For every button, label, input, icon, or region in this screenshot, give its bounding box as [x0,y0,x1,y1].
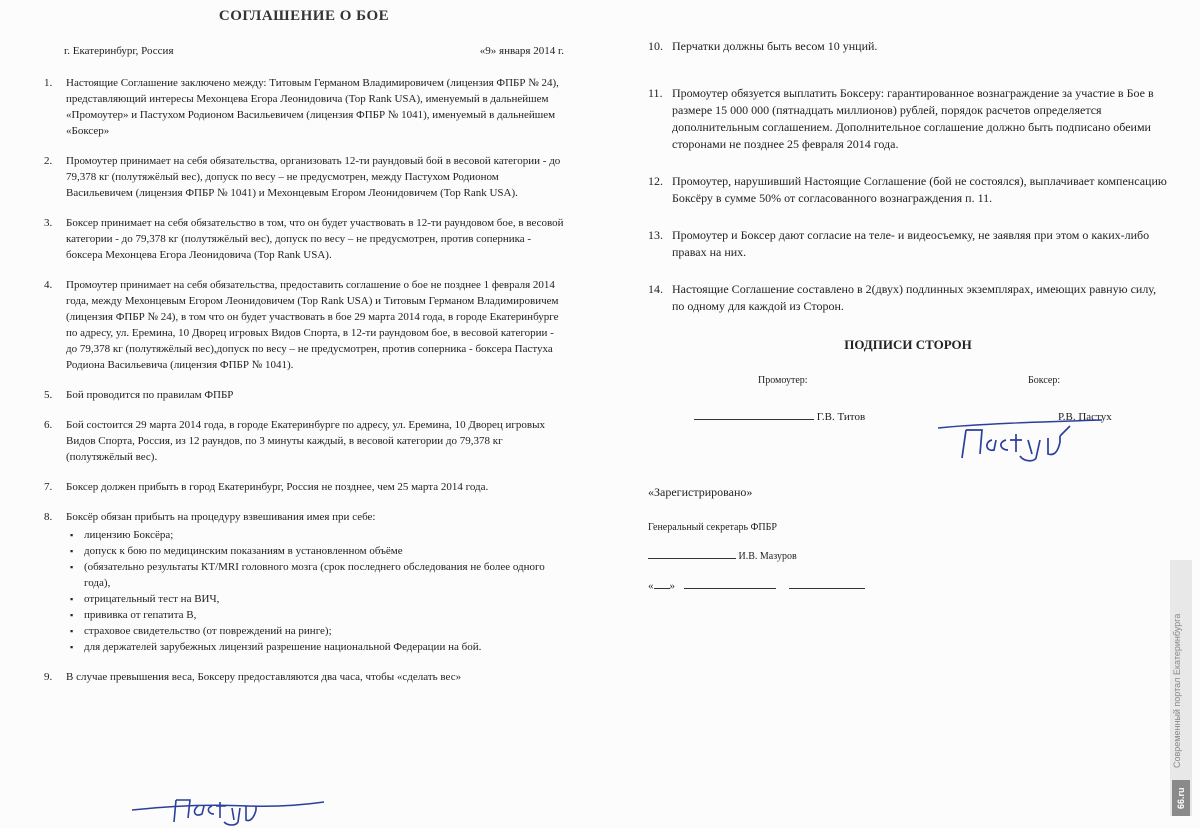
secretary-title: Генеральный секретарь ФПБР [648,522,777,533]
clause: 8. Боксёр обязан прибыть на процедуру взвешивания имея при себе: ▪ лицензию Боксёра; ▪ допуск к бою по медицинским показаниям в установленном объёме ▪ (обязательно результаты КТ/MRI головного мозга (срок последнего обследования не более одного года), ▪ отрицательный тест на ВИЧ, ▪ прививка от гепатита В, ▪ страховое свидетельство (от повреждений на ринге); ▪ для держателей зарубежных лицензий разрешение национальной Федерации на бой. [44,509,564,655]
site-logo: 66.ru [1172,780,1190,816]
secretary-name: И.В. Мазуров [738,551,797,562]
list-item: ▪ для держателей зарубежных лицензий разрешение национальной Федерации на бой. [84,639,564,655]
secretary-signature-line [648,558,736,559]
list-item: ▪ отрицательный тест на ВИЧ, [84,591,564,607]
requirements-list [66,527,564,655]
boxer-name: Р.В. Пастух [1058,411,1112,423]
clause: 13. Промоутер и Боксер дают согласие на теле- и видеосъемку, не заявляя при этом о каких-либо правах на них. [648,228,1150,259]
clause: 9. В случае превышения веса, Боксеру предоставляются два часа, чтобы «сделать вес» [44,671,462,683]
list-item: ▪ допуск к бою по медицинским показаниям в установленном объёме [84,543,564,559]
clause: 14. Настоящие Соглашение составлено в 2(двух) подлинных экземплярах, имеющих равную силу, по одному для каждой из Сторон. [648,282,1157,313]
registration-stamp: «Зарегистрировано» [648,485,753,499]
handwritten-signature-bottom [128,792,328,828]
city: г. Екатеринбург, Россия [64,45,174,57]
promoter-label: Промоутер: [758,375,808,386]
watermark-text: Современный портал Екатеринбурга [1172,613,1182,768]
doc-date: «9» января 2014 г. [479,45,564,57]
registration-date: « » [648,580,1168,592]
right-column [648,38,1168,592]
list-item: ▪ прививка от гепатита В, [84,607,564,623]
clause: 6. Бой состоится 29 марта 2014 года, в городе Екатеринбурге по адресу, ул. Еремина, 10 Дворец игровых Видов Спорта, Россия, из 12 раундов, по 3 минуты каждый, в весовой категории до 79,378 кг (полутяжёлый вес). [44,419,546,463]
boxer-signature [936,418,1106,464]
place-date-line [64,45,564,57]
list-item: ▪ (обязательно результаты КТ/MRI головного мозга (срок последнего обследования не более одного года), [84,559,564,591]
clause: 2. Промоутер принимает на себя обязательства, организовать 12-ти раундовый бой в весовой категории - до 79,378 кг (полутяжёлый вес), допуск по весу – не предусмотрен, между Пастухом Родионом Васильевичем (лицензия ФПБР № 1041) и Мехонцевым Егором Леонидовичем (Top Rank USA). [44,155,561,199]
clause: 10. Перчатки должны быть весом 10 унций. [648,39,878,53]
clause: 3. Боксер принимает на себя обязательство в том, что он будет участвовать в 12-ти раундовом бое, в весовой категории - до 79,378 кг (полутяжёлый вес), допуск по весу – не предусмотрен, против соперника - боксера Мехонцева Егора Леонидовича (Top Rank USA). [44,217,564,261]
promoter-name: Г.В. Титов [816,411,866,423]
list-item: ▪ страховое свидетельство (от повреждений на ринге); [84,623,564,639]
signature-roles [648,375,1168,411]
clause: 4. Промоутер принимает на себя обязательства, предоставить соглашение о бое не позднее 1 февраля 2014 года, между Мехонцевым Егором Леонидовичем (Top Rank USA) и Титовым Германом Владимировичем (лицензия ФПБР № 24), в том что он будет участвовать в бое 29 марта 2014 года, в городе Екатеринбурге по адресу, ул. Еремина, 10 Дворец игровых Видов Спорта, в 12-ти раундовом бое, в весовой категории - до 79,378 кг (полутяжёлый вес),допуск по весу – не предусмотрен, против соперника - боксера Пастуха Родиона Васильевича (лицензия ФПБР № 1041). [44,279,559,371]
clause: 11. Промоутер обязуется выплатить Боксеру: гарантированное вознаграждение за участие в Бое в размере 15 000 000 (пятнадцать миллионов) рублей, порядок расчетов определяется дополнительным соглашением. Дополнительное соглашение должно быть подписано обеими сторонами не позднее 25 февраля 2014 года. [648,86,1154,151]
left-column [44,8,564,699]
list-item: ▪ лицензию Боксёра; [84,527,564,543]
clause: 5. Бой проводится по правилам ФПБР [44,389,234,401]
promoter-signature-line [694,419,814,420]
document-title: СОГЛАШЕНИЕ О БОЕ [218,8,390,24]
clause: 1. Настоящие Соглашение заключено между: Титовым Германом Владимировичем (лицензия ФПБР № 24), представляющий интересы Мехонцева Егора Леонидовича (Top Rank USA), именуемый в дальнейшем «Промоутер» и Пастухом Родионом Васильевичем (лицензия ФПБР № 1041), именуемый в дальнейшем «Боксер» [44,77,559,137]
boxer-label: Боксер: [1028,375,1061,386]
clause: 7. Боксер должен прибыть в город Екатеринбург, Россия не позднее, чем 25 марта 2014 года. [44,481,489,493]
registration-block [648,485,1168,592]
clause: 12. Промоутер, нарушивший Настоящие Соглашение (бой не состоялся), выплачивает компенсацию Боксёру в сумме 50% от согласованного вознаграждения п. 11. [648,174,1167,205]
signatures-heading: ПОДПИСИ СТОРОН [844,337,972,352]
